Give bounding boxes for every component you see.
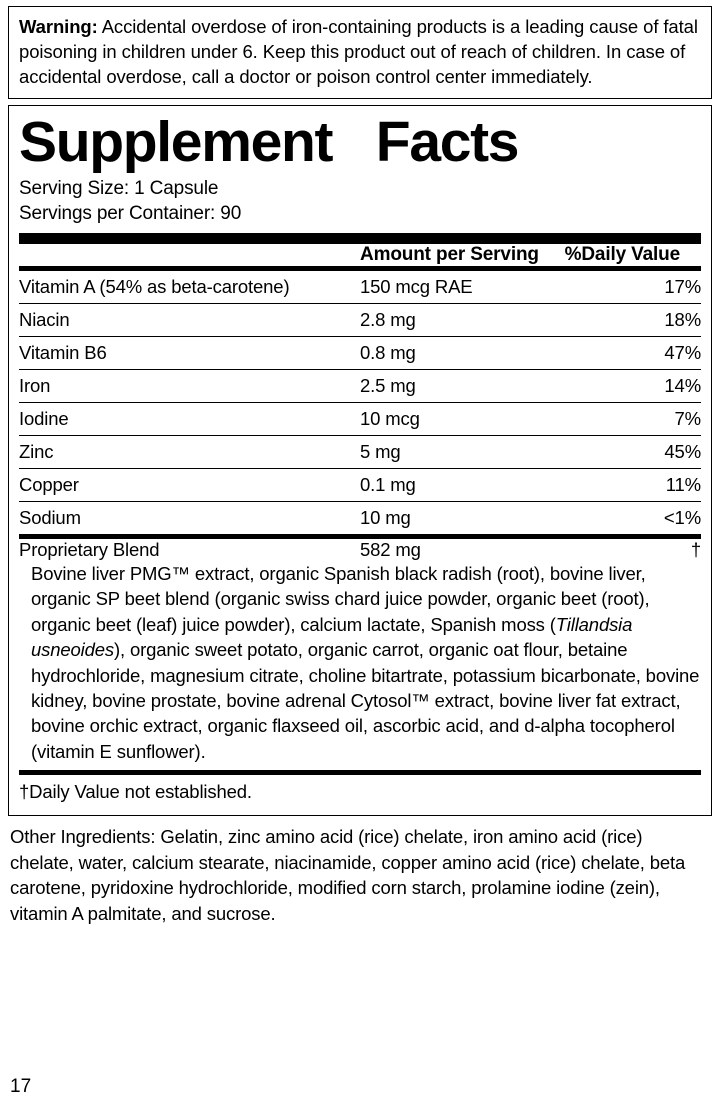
table-row xyxy=(19,469,701,502)
nutrient-amount: 0.1 mg xyxy=(360,469,565,502)
nutrient-amount: 2.5 mg xyxy=(360,370,565,403)
proprietary-blend-name: Proprietary Blend xyxy=(19,539,160,560)
table-row xyxy=(19,436,701,469)
nutrient-dv: <1% xyxy=(565,502,701,535)
warning-label: Warning: xyxy=(19,16,98,37)
nutrient-name: Zinc xyxy=(19,436,360,469)
nutrient-dv: 11% xyxy=(565,469,701,502)
nutrient-amount: 5 mg xyxy=(360,436,565,469)
nutrient-name: Copper xyxy=(19,469,360,502)
warning-body: Accidental overdose of iron-containing products is a leading cause of fatal poisoning in children under 6. Keep this product out of reach of children. In case of accidental overdose, call a doctor or poison control center immediately. xyxy=(19,16,698,87)
nutrient-rows-table xyxy=(19,271,701,534)
proprietary-blend-row xyxy=(19,539,701,561)
nutrient-dv: 17% xyxy=(664,276,701,297)
divider-thick-top xyxy=(19,233,701,244)
nutrient-name: Sodium xyxy=(19,502,360,535)
nutrient-name: Niacin xyxy=(19,304,360,337)
nutrient-dv: 45% xyxy=(565,436,701,469)
nutrient-name: Vitamin B6 xyxy=(19,337,360,370)
table-row xyxy=(19,271,701,304)
nutrient-amount: 150 mcg RAE xyxy=(360,276,473,297)
blend-desc-part2: ), organic sweet potato, organic carrot, organic oat flour, betaine hydrochloride, magnesium citrate, choline bitartrate, potassium bicarbonate, bovine kidney, bovine prostate, bovine adrenal Cytosol™ extract, bovine liver fat extract, bovine orchic extract, organic flaxseed oil, ascorbic acid, and d-alpha tocopherol (vitamin E sunflower). xyxy=(31,639,700,762)
blend-desc-latin-name: Tillandsia usneoides xyxy=(31,613,633,661)
warning-box xyxy=(8,6,712,99)
serving-size: Serving Size: 1 Capsule xyxy=(19,178,219,199)
table-header-row xyxy=(19,244,701,266)
blend-desc-part1: Bovine liver PMG™ extract, organic Spanish black radish (root), bovine liver, organic SP beet blend (organic swiss chard juice powder, organic beet (root), organic beet (leaf) juice powder), calcium lactate, Spanish moss ( xyxy=(31,563,650,635)
nutrient-name: Iron xyxy=(19,370,360,403)
nutrient-dv: 7% xyxy=(565,403,701,436)
panel-title: Supplement Facts xyxy=(19,110,519,174)
header-nutrient xyxy=(19,244,360,266)
table-row xyxy=(19,304,701,337)
table-row xyxy=(19,403,701,436)
nutrient-amount: 0.8 mg xyxy=(360,337,565,370)
proprietary-blend-amount: 582 mg xyxy=(360,539,421,560)
nutrition-table xyxy=(19,244,701,266)
header-daily-value: %Daily Value xyxy=(564,244,681,265)
header-amount-per-serving: Amount per Serving xyxy=(360,244,539,265)
page-number: 17 xyxy=(10,1076,32,1097)
nutrient-amount: 10 mcg xyxy=(360,403,565,436)
nutrient-name: Iodine xyxy=(19,403,360,436)
other-ingredients: Other Ingredients: Gelatin, zinc amino acid (rice) chelate, iron amino acid (rice) chelate, water, calcium stearate, niacinamide, copper amino acid (rice) chelate, beta carotene, pyridoxine hydrochloride, modified corn starch, prolamine iodine (zein), vitamin A palmitate, and sucrose. xyxy=(10,826,686,924)
proprietary-blend-dv: † xyxy=(690,539,701,560)
nutrient-amount: 10 mg xyxy=(360,502,565,535)
nutrient-dv: 14% xyxy=(565,370,701,403)
daily-value-footnote: †Daily Value not established. xyxy=(19,781,252,803)
table-row xyxy=(19,370,701,403)
nutrient-name: Vitamin A (54% as beta-carotene) xyxy=(19,276,290,297)
nutrient-amount: 2.8 mg xyxy=(360,304,565,337)
table-row xyxy=(19,337,701,370)
table-row xyxy=(19,502,701,535)
warning-text xyxy=(19,14,701,89)
nutrient-dv: 18% xyxy=(565,304,701,337)
supplement-facts-panel xyxy=(8,105,712,816)
proprietary-blend-table xyxy=(19,539,701,561)
nutrient-dv: 47% xyxy=(565,337,701,370)
proprietary-blend-description xyxy=(19,561,701,770)
servings-per-container: Servings per Container: 90 xyxy=(19,203,242,224)
